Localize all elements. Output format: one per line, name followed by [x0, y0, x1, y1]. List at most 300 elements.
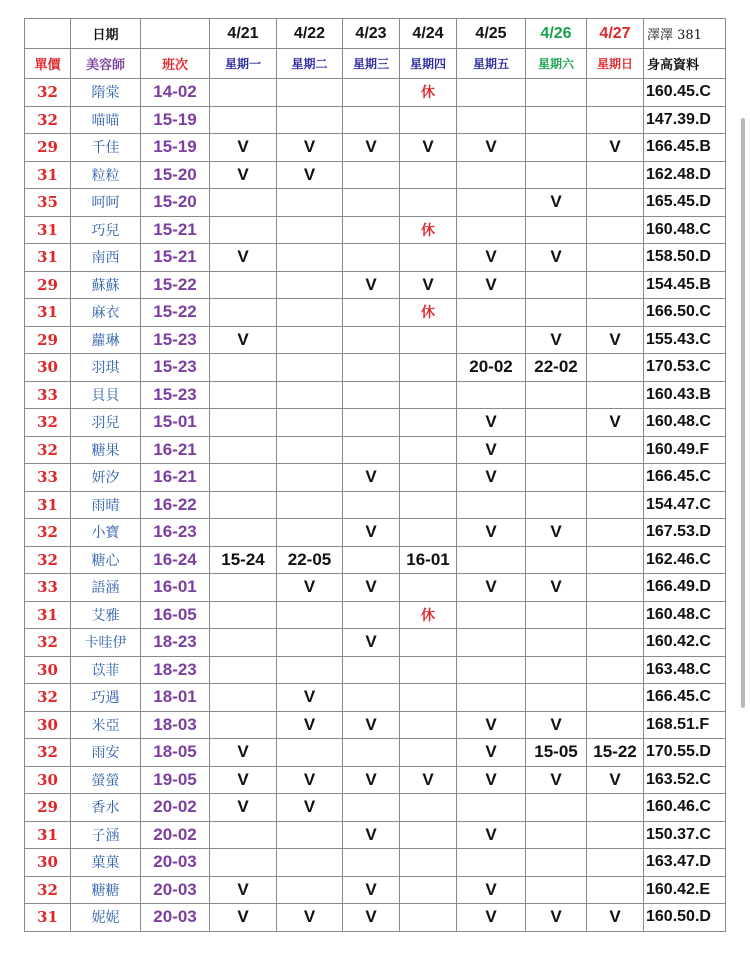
stylist-name-cell: 米亞	[71, 711, 141, 739]
height-data-cell: 170.55.D	[644, 739, 726, 767]
table-row	[25, 271, 726, 299]
day-cell	[526, 299, 587, 327]
day-cell	[400, 326, 457, 354]
height-data-cell: 154.47.C	[644, 491, 726, 519]
day-cell: V	[343, 271, 400, 299]
table-row	[25, 326, 726, 354]
day-cell	[343, 794, 400, 822]
day-cell: V	[343, 629, 400, 657]
day-cell	[526, 106, 587, 134]
header-blank-cell	[25, 19, 71, 49]
height-data-cell: 154.45.B	[644, 271, 726, 299]
day-cell	[210, 656, 277, 684]
price-cell: 35	[25, 189, 71, 217]
shift-cell: 15-21	[141, 216, 210, 244]
weekday-tue: 星期二	[277, 49, 343, 79]
price-cell: 31	[25, 904, 71, 932]
price-cell: 32	[25, 436, 71, 464]
stylist-name-cell: 妮妮	[71, 904, 141, 932]
table-row	[25, 849, 726, 877]
day-cell	[277, 271, 343, 299]
day-cell	[457, 79, 526, 107]
day-cell	[343, 79, 400, 107]
height-data-cell: 166.45.B	[644, 134, 726, 162]
height-data-cell: 166.45.C	[644, 684, 726, 712]
day-cell	[457, 629, 526, 657]
day-cell	[277, 656, 343, 684]
day-cell: V	[343, 519, 400, 547]
stylist-name-cell: 麻衣	[71, 299, 141, 327]
day-cell	[457, 601, 526, 629]
table-row	[25, 739, 726, 767]
day-cell	[210, 79, 277, 107]
stylist-name-cell: 糖心	[71, 546, 141, 574]
day-cell	[587, 876, 644, 904]
day-cell	[210, 491, 277, 519]
day-cell	[526, 821, 587, 849]
price-cell: 32	[25, 79, 71, 107]
day-cell: V	[343, 464, 400, 492]
day-cell: 22-05	[277, 546, 343, 574]
day-cell	[400, 656, 457, 684]
table-row	[25, 216, 726, 244]
day-cell: V	[587, 766, 644, 794]
date-sat: 4/26	[526, 19, 587, 49]
price-cell: 32	[25, 684, 71, 712]
day-cell	[587, 519, 644, 547]
price-cell: 31	[25, 821, 71, 849]
price-cell: 32	[25, 876, 71, 904]
day-cell: V	[210, 739, 277, 767]
day-cell	[210, 601, 277, 629]
day-cell: V	[343, 711, 400, 739]
price-cell: 31	[25, 161, 71, 189]
day-cell	[277, 189, 343, 217]
shift-cell: 15-19	[141, 134, 210, 162]
day-cell	[587, 271, 644, 299]
day-cell	[587, 436, 644, 464]
height-data-cell: 162.46.C	[644, 546, 726, 574]
shift-cell: 15-20	[141, 189, 210, 217]
day-cell: V	[526, 189, 587, 217]
shift-cell: 19-05	[141, 766, 210, 794]
stylist-name-cell: 隋棠	[71, 79, 141, 107]
day-cell	[526, 216, 587, 244]
day-cell: V	[457, 766, 526, 794]
height-data-cell: 163.47.D	[644, 849, 726, 877]
day-cell: V	[587, 326, 644, 354]
day-cell	[400, 904, 457, 932]
height-data-cell: 160.42.E	[644, 876, 726, 904]
price-cell: 30	[25, 656, 71, 684]
day-cell	[210, 106, 277, 134]
table-row	[25, 79, 726, 107]
table-row	[25, 546, 726, 574]
day-cell	[457, 491, 526, 519]
height-data-cell: 162.48.D	[644, 161, 726, 189]
day-cell	[457, 381, 526, 409]
stylist-name-cell: 小寶	[71, 519, 141, 547]
day-cell: V	[526, 326, 587, 354]
day-cell	[277, 354, 343, 382]
day-cell: V	[277, 794, 343, 822]
shift-cell: 16-21	[141, 464, 210, 492]
day-cell	[457, 216, 526, 244]
day-cell: V	[210, 766, 277, 794]
price-header: 單價	[25, 49, 71, 79]
price-cell: 32	[25, 739, 71, 767]
day-cell	[210, 299, 277, 327]
weekday-fri: 星期五	[457, 49, 526, 79]
day-cell: V	[526, 519, 587, 547]
shift-cell: 15-22	[141, 299, 210, 327]
day-cell	[277, 876, 343, 904]
day-cell: V	[277, 161, 343, 189]
day-cell: 休	[400, 79, 457, 107]
day-cell: V	[343, 876, 400, 904]
day-cell	[400, 161, 457, 189]
day-cell	[400, 519, 457, 547]
shift-cell: 18-05	[141, 739, 210, 767]
day-cell: 20-02	[457, 354, 526, 382]
day-cell: V	[526, 574, 587, 602]
day-cell	[587, 794, 644, 822]
day-cell: 22-02	[526, 354, 587, 382]
day-cell: V	[587, 904, 644, 932]
day-cell	[526, 491, 587, 519]
stylist-name-cell: 糖果	[71, 436, 141, 464]
day-cell	[457, 189, 526, 217]
day-cell	[277, 244, 343, 272]
price-cell: 29	[25, 134, 71, 162]
day-cell	[587, 629, 644, 657]
day-cell	[457, 849, 526, 877]
day-cell	[587, 464, 644, 492]
day-cell: V	[210, 244, 277, 272]
day-cell	[210, 464, 277, 492]
day-cell	[400, 491, 457, 519]
table-row	[25, 519, 726, 547]
day-cell	[526, 381, 587, 409]
day-cell	[343, 354, 400, 382]
weekday-sun: 星期日	[587, 49, 644, 79]
day-cell: V	[277, 766, 343, 794]
price-cell: 33	[25, 574, 71, 602]
height-data-cell: 163.52.C	[644, 766, 726, 794]
day-cell: V	[343, 574, 400, 602]
price-cell: 29	[25, 794, 71, 822]
height-data-cell: 160.48.C	[644, 409, 726, 437]
day-cell	[587, 79, 644, 107]
header-row-columns	[25, 49, 726, 79]
day-cell	[343, 739, 400, 767]
table-row	[25, 766, 726, 794]
shift-cell: 16-05	[141, 601, 210, 629]
date-fri: 4/25	[457, 19, 526, 49]
day-cell: V	[526, 244, 587, 272]
table-row	[25, 409, 726, 437]
height-data-cell: 166.45.C	[644, 464, 726, 492]
day-cell	[457, 546, 526, 574]
height-data-cell: 155.43.C	[644, 326, 726, 354]
stylist-name-cell: 羽兒	[71, 409, 141, 437]
shift-cell: 18-01	[141, 684, 210, 712]
day-cell	[587, 711, 644, 739]
day-cell	[457, 656, 526, 684]
day-cell	[210, 436, 277, 464]
shift-cell: 18-03	[141, 711, 210, 739]
stylist-name-cell: 南西	[71, 244, 141, 272]
day-cell	[526, 464, 587, 492]
height-data-cell: 150.37.C	[644, 821, 726, 849]
day-cell	[526, 161, 587, 189]
table-row	[25, 464, 726, 492]
table-row	[25, 656, 726, 684]
stylist-name-cell: 子涵	[71, 821, 141, 849]
table-row	[25, 876, 726, 904]
day-cell	[400, 821, 457, 849]
day-cell	[210, 711, 277, 739]
day-cell	[277, 436, 343, 464]
day-cell	[526, 271, 587, 299]
shift-cell: 16-23	[141, 519, 210, 547]
stylist-name-cell: 粒粒	[71, 161, 141, 189]
stylist-header: 美容師	[71, 49, 141, 79]
day-cell: 休	[400, 299, 457, 327]
day-cell	[400, 794, 457, 822]
height-data-cell: 166.50.C	[644, 299, 726, 327]
day-cell	[587, 161, 644, 189]
schedule-table	[24, 18, 726, 932]
day-cell	[587, 354, 644, 382]
day-cell	[343, 326, 400, 354]
shift-cell: 16-21	[141, 436, 210, 464]
weekday-mon: 星期一	[210, 49, 277, 79]
shift-cell: 20-02	[141, 794, 210, 822]
day-cell	[587, 189, 644, 217]
day-cell	[587, 299, 644, 327]
day-cell	[210, 629, 277, 657]
shift-cell: 15-20	[141, 161, 210, 189]
date-thu: 4/24	[400, 19, 457, 49]
weekday-wed: 星期三	[343, 49, 400, 79]
weekday-sat: 星期六	[526, 49, 587, 79]
day-cell	[400, 409, 457, 437]
day-cell	[277, 601, 343, 629]
height-data-cell: 160.50.D	[644, 904, 726, 932]
day-cell	[277, 106, 343, 134]
price-cell: 29	[25, 271, 71, 299]
day-cell: V	[277, 711, 343, 739]
table-row	[25, 134, 726, 162]
shift-cell: 15-23	[141, 326, 210, 354]
stylist-name-cell: 呵呵	[71, 189, 141, 217]
day-cell	[587, 244, 644, 272]
day-cell: 15-24	[210, 546, 277, 574]
height-data-cell: 170.53.C	[644, 354, 726, 382]
table-row	[25, 436, 726, 464]
shift-cell: 18-23	[141, 629, 210, 657]
day-cell: V	[400, 134, 457, 162]
price-cell: 31	[25, 299, 71, 327]
day-cell	[210, 381, 277, 409]
day-cell: V	[210, 904, 277, 932]
table-row	[25, 601, 726, 629]
stylist-name-cell: 苡菲	[71, 656, 141, 684]
day-cell	[343, 849, 400, 877]
shift-cell: 15-21	[141, 244, 210, 272]
day-cell	[210, 574, 277, 602]
day-cell	[526, 794, 587, 822]
day-cell	[526, 849, 587, 877]
day-cell: V	[457, 436, 526, 464]
shift-cell: 15-23	[141, 381, 210, 409]
day-cell: V	[210, 794, 277, 822]
stylist-name-cell: 卡哇伊	[71, 629, 141, 657]
day-cell	[277, 79, 343, 107]
shift-cell: 14-02	[141, 79, 210, 107]
day-cell	[210, 849, 277, 877]
day-cell	[526, 684, 587, 712]
day-cell	[343, 491, 400, 519]
day-cell	[343, 244, 400, 272]
header-row-dates	[25, 19, 726, 49]
day-cell	[343, 106, 400, 134]
price-cell: 32	[25, 409, 71, 437]
height-data-cell: 166.49.D	[644, 574, 726, 602]
day-cell	[210, 216, 277, 244]
stylist-name-cell: 妍汐	[71, 464, 141, 492]
price-cell: 29	[25, 326, 71, 354]
price-cell: 32	[25, 546, 71, 574]
height-data-cell: 160.48.C	[644, 601, 726, 629]
day-cell	[277, 326, 343, 354]
day-cell: V	[457, 519, 526, 547]
day-cell: 休	[400, 601, 457, 629]
day-cell: 休	[400, 216, 457, 244]
schedule-sheet	[24, 18, 711, 928]
day-cell	[277, 739, 343, 767]
day-cell	[400, 189, 457, 217]
day-cell: V	[277, 574, 343, 602]
day-cell: V	[210, 326, 277, 354]
day-cell: V	[457, 134, 526, 162]
date-mon: 4/21	[210, 19, 277, 49]
table-row	[25, 161, 726, 189]
shift-header: 班次	[141, 49, 210, 79]
day-cell	[343, 299, 400, 327]
day-cell	[587, 601, 644, 629]
day-cell: V	[457, 711, 526, 739]
day-cell	[526, 629, 587, 657]
day-cell	[277, 216, 343, 244]
stylist-name-cell: 巧兒	[71, 216, 141, 244]
day-cell	[343, 601, 400, 629]
day-cell	[343, 189, 400, 217]
height-data-cell: 167.53.D	[644, 519, 726, 547]
day-cell	[400, 464, 457, 492]
day-cell	[277, 464, 343, 492]
stylist-name-cell: 菓菓	[71, 849, 141, 877]
day-cell: V	[210, 876, 277, 904]
day-cell	[457, 326, 526, 354]
day-cell: 16-01	[400, 546, 457, 574]
shift-cell: 20-03	[141, 904, 210, 932]
table-row	[25, 244, 726, 272]
day-cell: V	[400, 271, 457, 299]
stylist-name-cell: 雨晴	[71, 491, 141, 519]
height-data-cell: 163.48.C	[644, 656, 726, 684]
height-data-cell: 160.45.C	[644, 79, 726, 107]
weekday-thu: 星期四	[400, 49, 457, 79]
height-data-cell: 158.50.D	[644, 244, 726, 272]
day-cell: 15-05	[526, 739, 587, 767]
day-cell	[343, 409, 400, 437]
day-cell	[343, 216, 400, 244]
day-cell	[400, 876, 457, 904]
shift-cell: 20-02	[141, 821, 210, 849]
stylist-name-cell: 羽琪	[71, 354, 141, 382]
day-cell: V	[526, 766, 587, 794]
day-cell	[210, 189, 277, 217]
day-cell	[587, 574, 644, 602]
day-cell	[343, 684, 400, 712]
day-cell	[343, 546, 400, 574]
day-cell	[277, 299, 343, 327]
shift-cell: 15-22	[141, 271, 210, 299]
day-cell	[343, 161, 400, 189]
table-row	[25, 904, 726, 932]
day-cell	[210, 684, 277, 712]
day-cell	[587, 821, 644, 849]
table-row	[25, 106, 726, 134]
stylist-name-cell: 糖糖	[71, 876, 141, 904]
stylist-name-cell: 香水	[71, 794, 141, 822]
price-cell: 31	[25, 244, 71, 272]
day-cell	[210, 354, 277, 382]
day-cell: V	[457, 739, 526, 767]
day-cell	[457, 794, 526, 822]
table-row	[25, 381, 726, 409]
day-cell: V	[277, 684, 343, 712]
day-cell	[400, 106, 457, 134]
day-cell	[457, 299, 526, 327]
day-cell	[400, 684, 457, 712]
day-cell	[277, 629, 343, 657]
height-data-cell: 160.42.C	[644, 629, 726, 657]
shift-cell: 15-19	[141, 106, 210, 134]
day-cell	[587, 216, 644, 244]
day-cell	[343, 656, 400, 684]
day-cell	[400, 739, 457, 767]
price-cell: 31	[25, 216, 71, 244]
day-cell	[277, 821, 343, 849]
header-blank-cell	[141, 19, 210, 49]
table-row	[25, 354, 726, 382]
stylist-name-cell: 巧遇	[71, 684, 141, 712]
corner-label: 澤澤 381	[644, 19, 726, 49]
price-cell: 30	[25, 766, 71, 794]
day-cell	[526, 546, 587, 574]
day-cell	[587, 546, 644, 574]
day-cell: V	[526, 711, 587, 739]
stylist-name-cell: 蘿琳	[71, 326, 141, 354]
shift-cell: 20-03	[141, 876, 210, 904]
day-cell: V	[457, 409, 526, 437]
shift-cell: 20-03	[141, 849, 210, 877]
stylist-name-cell: 雨安	[71, 739, 141, 767]
scrollbar[interactable]	[741, 118, 745, 708]
